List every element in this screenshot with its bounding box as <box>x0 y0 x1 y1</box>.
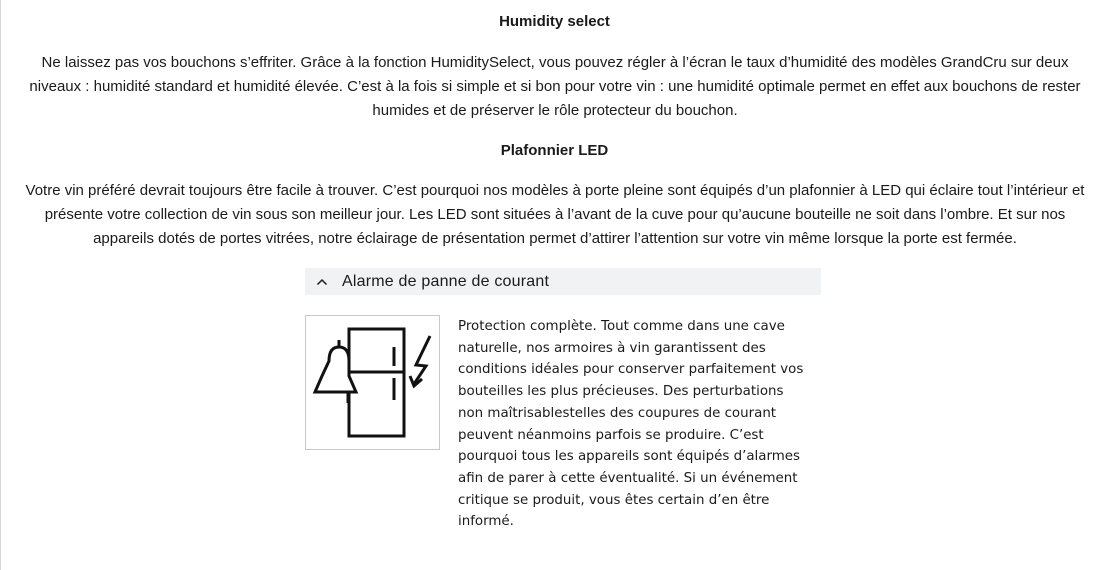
accordion-label: Alarme de panne de courant <box>342 272 550 290</box>
page-left-border <box>0 0 1 570</box>
power-failure-alarm-description: Protection complète. Tout comme dans une cave naturelle, nos armoires à vin garantissent des conditions idéales pour conserver parfaitement vos bouteilles les plus précieuses. Des perturbations non maîtrisablestelles des coupures de courant peuvent néanmoins parfois se produire. C’est pourquoi tous les appareils sont équipés d’alarmes afin de parer à cette éventualité. Si un événement critique se produit, vous êtes certain d’en être informé. <box>458 319 804 530</box>
humidity-select-text: Ne laissez pas vos bouchons s’effriter. Grâce à la fonction HumiditySelect, vous pouvez régler à l’écran le taux d’humidité des modèles GrandCru sur deux niveaux : humidité standard et humidité élevée. C’est à la fois si simple et si bon pour votre vin : une humidité optimale permet en effet aux bouchons de rester humides et de préserver le rôle protecteur du bouchon. <box>29 54 1081 119</box>
led-ceiling-light-title: Plafonnier LED <box>500 142 609 159</box>
led-ceiling-light-text: Votre vin préféré devrait toujours être facile à trouver. C’est pourquoi nos modèles à porte pleine sont équipés d’un plafonnier à LED qui éclaire tout l’intérieur et présente votre collection de vin sous son meilleur jour. Les LED sont situées à l’avant de la cuve pour qu’aucune bouteille ne soit dans l’ombre. Et sur nos appareils dotés de portes vitrées, notre éclairage de présentation permet d’attirer l’attention sur votre vin même lorsque la porte est fermée. <box>25 182 1085 247</box>
chevron-up-icon <box>316 276 328 288</box>
humidity-select-title: Humidity select <box>499 13 610 30</box>
power-failure-alarm-accordion[interactable] <box>305 268 821 295</box>
power-failure-alarm-icon <box>305 315 440 450</box>
